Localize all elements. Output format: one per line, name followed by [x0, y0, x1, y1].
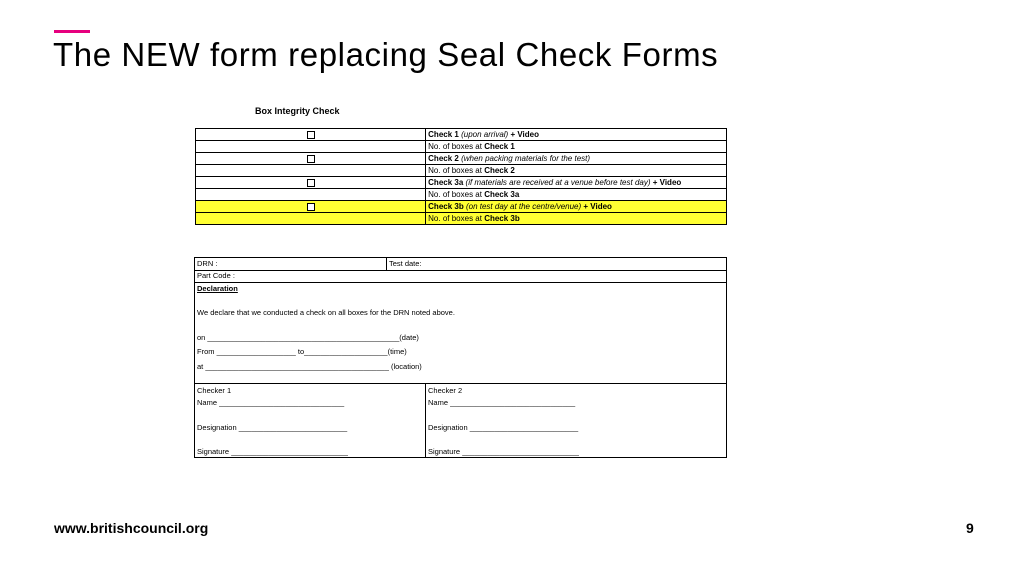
check-label-cell: [426, 141, 727, 153]
checkers-separator: [195, 258, 726, 384]
checker1-label: Checker 1: [197, 386, 232, 395]
checkers-divider: [425, 383, 426, 458]
checker1-designation: Designation __________________________: [197, 423, 348, 432]
checker2-name: Name ______________________________: [428, 398, 576, 407]
check-description: (when packing materials for the test): [461, 154, 591, 163]
checkbox-cell: [196, 141, 426, 153]
footer-url: www.britishcouncil.org: [54, 520, 209, 536]
checker1-name: Name ______________________________: [197, 398, 345, 407]
box-integrity-row: [196, 201, 727, 213]
check-name: Check 2: [428, 154, 459, 163]
checkbox-cell: [196, 189, 426, 201]
checker1-signature: Signature ____________________________: [197, 447, 348, 456]
check-name: Check 3a: [484, 190, 520, 199]
box-integrity-row: [196, 141, 727, 153]
box-integrity-title: Box Integrity Check: [255, 106, 340, 116]
check-suffix: + Video: [510, 130, 539, 139]
box-integrity-row: [196, 153, 727, 165]
checkbox-icon[interactable]: [307, 203, 315, 211]
part-code-label: Part Code :: [197, 271, 235, 280]
box-integrity-row: [196, 129, 727, 141]
check-label-cell: [426, 189, 727, 201]
check-label-prefix: No. of boxes at: [428, 214, 485, 223]
check-description: (upon arrival): [461, 130, 509, 139]
checkbox-cell[interactable]: [196, 177, 426, 189]
checkbox-cell[interactable]: [196, 153, 426, 165]
check-label-cell: [426, 129, 727, 141]
declaration-form: [194, 257, 727, 458]
check-name: Check 2: [484, 166, 515, 175]
check-label-prefix: No. of boxes at: [428, 166, 485, 175]
checkbox-icon[interactable]: [307, 131, 315, 139]
check-label-cell: [426, 153, 727, 165]
checkbox-cell[interactable]: [196, 129, 426, 141]
location-line: at ____________________________________________ (location): [197, 362, 422, 371]
time-line: From ___________________ to____________________(time): [197, 347, 407, 356]
check-suffix: + Video: [583, 202, 612, 211]
check-label-prefix: No. of boxes at: [428, 142, 485, 151]
box-integrity-table: [195, 128, 727, 225]
check-description: (on test day at the centre/venue): [465, 202, 582, 211]
date-line: on ______________________________________________(date): [197, 333, 419, 342]
checkbox-cell[interactable]: [196, 201, 426, 213]
checkbox-icon[interactable]: [307, 179, 315, 187]
box-integrity-row: [196, 165, 727, 177]
check-description: (if materials are received at a venue before test day): [465, 178, 651, 187]
check-name: Check 3b: [428, 202, 464, 211]
box-integrity-row: [196, 213, 727, 225]
check-name: Check 3a: [428, 178, 464, 187]
box-integrity-row: [196, 189, 727, 201]
checkbox-cell: [196, 213, 426, 225]
slide-title: The NEW form replacing Seal Check Forms: [53, 36, 719, 73]
box-integrity-row: [196, 177, 727, 189]
declaration-text: We declare that we conducted a check on all boxes for the DRN noted above.: [197, 308, 455, 317]
test-date-label: Test date:: [389, 259, 422, 268]
check-label-cell: [426, 201, 727, 213]
page-number: 9: [966, 520, 974, 536]
check-name: Check 1: [484, 142, 515, 151]
check-name: Check 1: [428, 130, 459, 139]
check-suffix: + Video: [652, 178, 682, 187]
checker2-designation: Designation __________________________: [428, 423, 579, 432]
checker2-label: Checker 2: [428, 386, 463, 395]
declaration-heading: Declaration: [197, 284, 238, 293]
title-accent-bar: [54, 30, 90, 33]
checkbox-cell: [196, 165, 426, 177]
drn-label: DRN :: [197, 259, 218, 268]
check-label-cell: [426, 177, 727, 189]
check-label-prefix: No. of boxes at: [428, 190, 485, 199]
check-label-cell: [426, 213, 727, 225]
check-label-cell: [426, 165, 727, 177]
check-name: Check 3b: [484, 214, 520, 223]
checker2-signature: Signature ____________________________: [428, 447, 579, 456]
checkbox-icon[interactable]: [307, 155, 315, 163]
